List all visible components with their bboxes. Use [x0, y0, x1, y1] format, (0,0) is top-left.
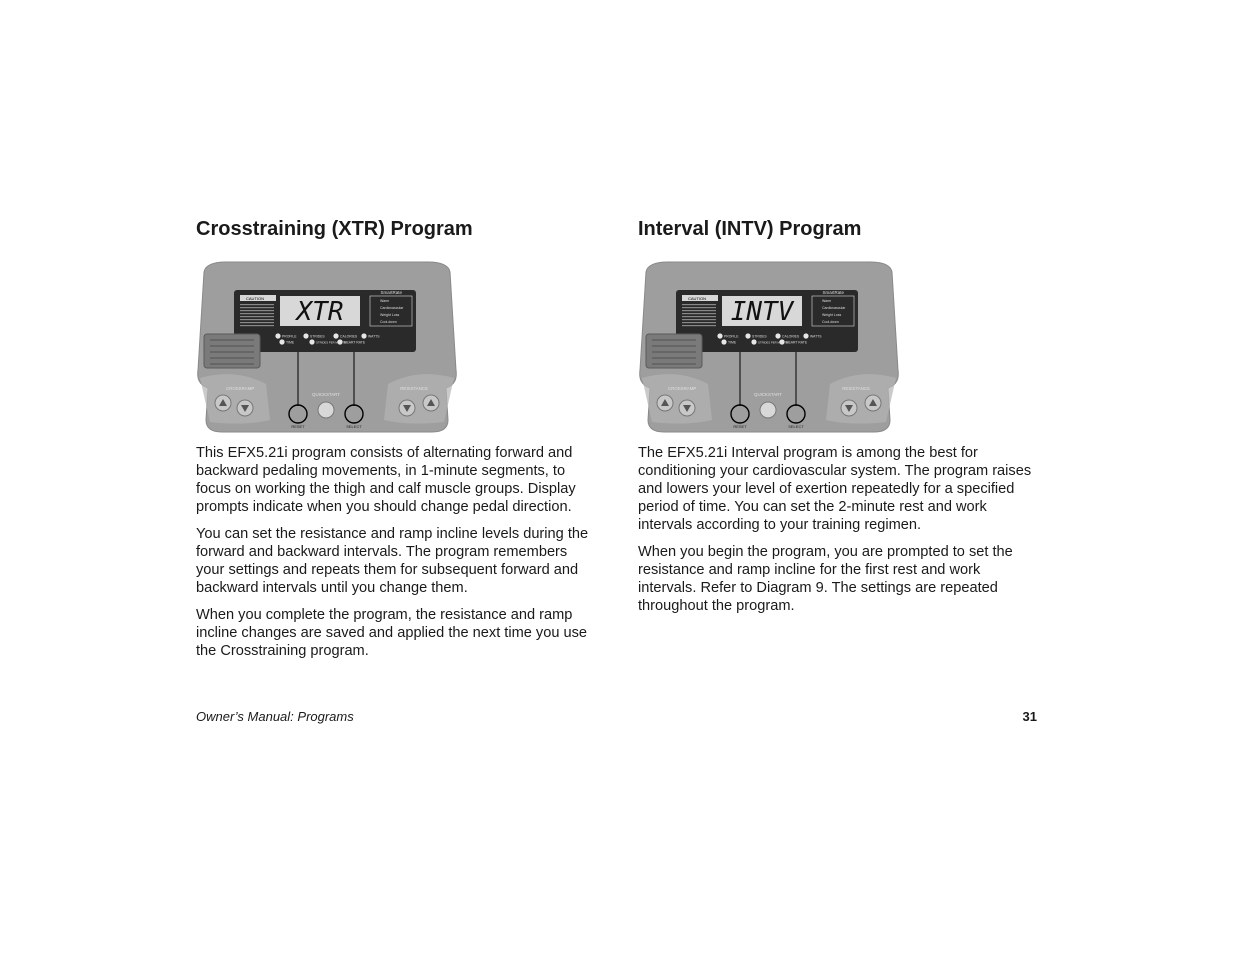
ramp-down-button[interactable]	[679, 400, 695, 416]
console-illustration	[638, 260, 900, 434]
smartrate-item: Cardiovascular	[822, 306, 846, 310]
select-label: SELECT	[346, 424, 362, 429]
indicator-label: PROFILE	[724, 334, 739, 339]
smartrate-item: Warm	[822, 299, 832, 303]
interval-heading: Interval (INTV) Program	[638, 218, 862, 240]
interval-body	[638, 444, 1038, 624]
indicator-label: TIME	[286, 340, 295, 345]
paragraph: The EFX5.21i Interval program is among the best for conditioning your cardiovascular system. The program raises and lowers your level of exertion repeatedly for a specified period of time. You can set the 2-minute rest and work intervals according to your training regimen.	[638, 445, 1032, 533]
console-illustration	[196, 260, 458, 434]
indicator-label: HEART RATE	[344, 340, 366, 345]
ramp-up-button[interactable]	[657, 395, 673, 411]
xtr-console-diagram	[196, 260, 458, 434]
ramp-up-button[interactable]	[215, 395, 231, 411]
resistance-up-button[interactable]	[423, 395, 439, 411]
caution-label: CAUTION	[246, 296, 264, 301]
quickstart-button[interactable]	[760, 402, 776, 418]
indicator-label: TIME	[728, 340, 737, 345]
paragraph: When you begin the program, you are prompted to set the resistance and ramp incline for the first rest and work intervals. Refer to Diagram 9. The settings are repeated throughout the program.	[638, 544, 1013, 614]
indicator-label: STRIDES PER MINUTE	[316, 340, 347, 345]
footer-section-title: Owner’s Manual: Programs	[196, 709, 354, 724]
resistance-label: RESISTANCE	[400, 386, 428, 391]
caution-label: CAUTION	[688, 296, 706, 301]
indicator-label: STRIDES	[752, 334, 767, 339]
resistance-label: RESISTANCE	[842, 386, 870, 391]
crosstraining-body	[196, 444, 596, 669]
indicator-label: WATTS	[810, 334, 822, 339]
indicator-label: STRIDES	[310, 334, 325, 339]
reset-label: RESET	[733, 424, 747, 429]
indicator-label: CALORIES	[782, 334, 800, 339]
indicator-label: WATTS	[368, 334, 380, 339]
resistance-down-button[interactable]	[841, 400, 857, 416]
smartrate-item: Cool-down	[380, 320, 397, 324]
smartrate-item: Cardiovascular	[380, 306, 404, 310]
lcd-display: INTV	[730, 297, 794, 327]
crosstraining-heading: Crosstraining (XTR) Program	[196, 218, 473, 240]
smartrate-item: Weight Loss	[822, 313, 842, 317]
quickstart-label: QUICKSTART	[754, 392, 782, 397]
paragraph: This EFX5.21i program consists of alternating forward and backward pedaling movements, in 1-minute segments, to focus on working the thigh and calf muscle groups. Display prompts indicate when you should change pedal direction.	[196, 445, 576, 515]
indicator-label: PROFILE	[282, 334, 297, 339]
paragraph: You can set the resistance and ramp incline levels during the forward and backward intervals. The program remembers your settings and repeats them for subsequent forward and backward intervals until you change them.	[196, 526, 589, 596]
indicator-label: STRIDES PER MINUTE	[758, 340, 789, 345]
quickstart-label: QUICKSTART	[312, 392, 340, 397]
select-label: SELECT	[788, 424, 804, 429]
resistance-down-button[interactable]	[399, 400, 415, 416]
indicator-label: HEART RATE	[786, 340, 808, 345]
smartrate-label: SmartRate	[380, 290, 402, 295]
smartrate-item: Weight Loss	[380, 313, 400, 317]
resistance-up-button[interactable]	[865, 395, 881, 411]
indicator-label: CALORIES	[340, 334, 358, 339]
intv-console-diagram	[638, 260, 900, 434]
crossramp-label: CROSSRAMP	[226, 386, 255, 391]
lcd-display: XTR	[296, 297, 344, 327]
crossramp-label: CROSSRAMP	[668, 386, 697, 391]
page-number: 31	[1022, 709, 1037, 724]
ramp-down-button[interactable]	[237, 400, 253, 416]
paragraph: When you complete the program, the resistance and ramp incline changes are saved and applied the next time you use the Crosstraining program.	[196, 607, 588, 659]
smartrate-label: SmartRate	[822, 290, 844, 295]
smartrate-item: Warm	[380, 299, 390, 303]
quickstart-button[interactable]	[318, 402, 334, 418]
reset-label: RESET	[291, 424, 305, 429]
smartrate-item: Cool-down	[822, 320, 839, 324]
